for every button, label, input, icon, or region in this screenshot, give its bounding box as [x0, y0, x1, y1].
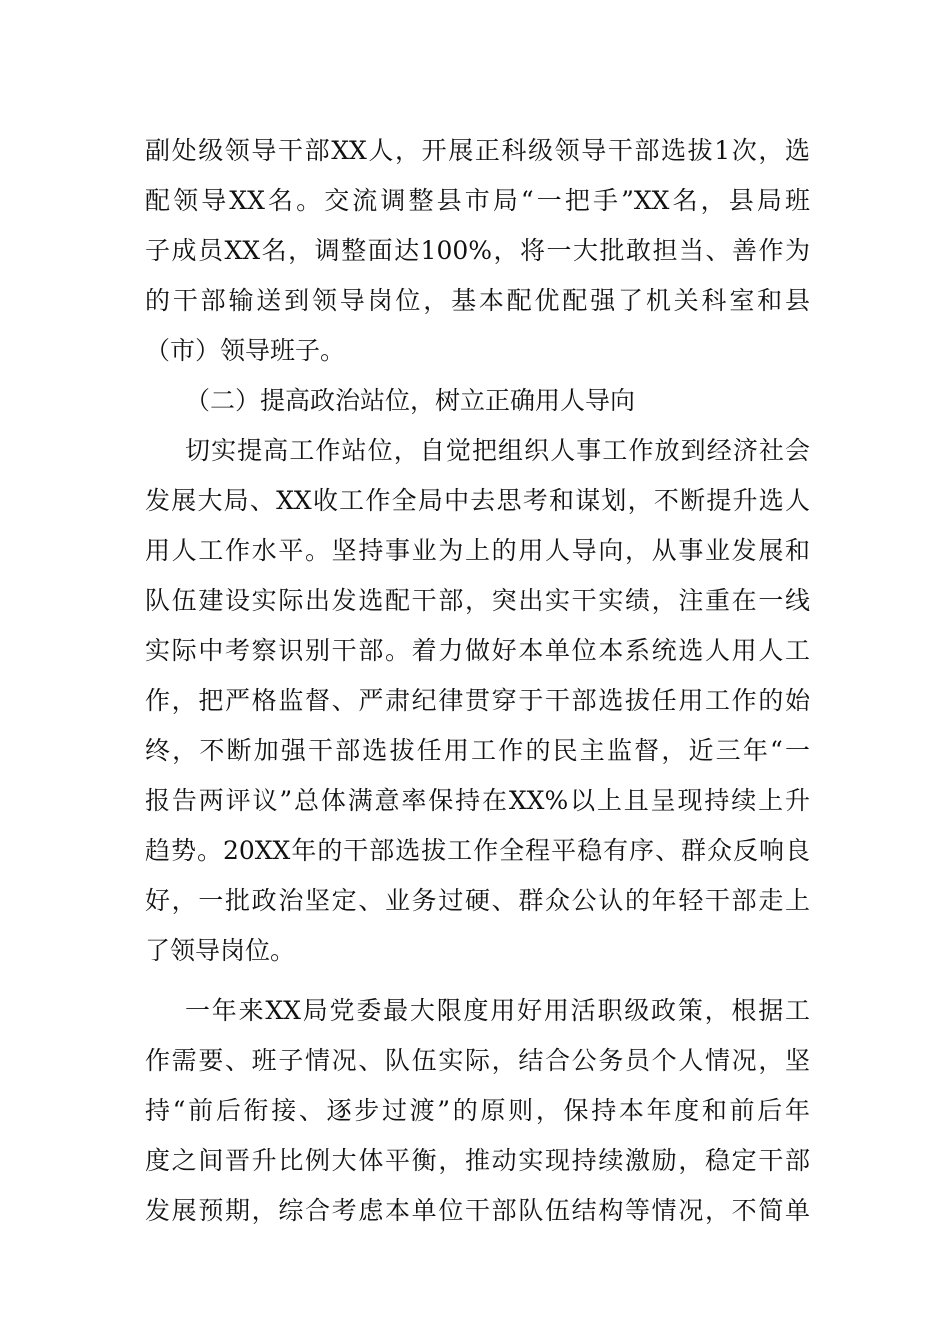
paragraph-line: 持“前后衔接、逐步过渡”的原则，保持本年度和前后年: [145, 1096, 810, 1125]
paragraph-line: 副处级领导干部XX人，开展正科级领导干部选拔1次，选: [145, 136, 810, 165]
paragraph-line: 好，一批政治坚定、业务过硬、群众公认的年轻干部走上: [145, 886, 810, 915]
paragraph-line: 发展预期，综合考虑本单位干部队伍结构等情况，不简单: [145, 1196, 810, 1225]
paragraph-line: 度之间晋升比例大体平衡，推动实现持续激励，稳定干部: [145, 1146, 810, 1175]
paragraph-line: 一年来XX局党委最大限度用好用活职级政策，根据工: [185, 996, 810, 1025]
paragraph-line: 终，不断加强干部选拔任用工作的民主监督，近三年“一: [145, 736, 810, 765]
paragraph-line: 作需要、班子情况、队伍实际，结合公务员个人情况，坚: [145, 1046, 810, 1075]
paragraph-line: （市）领导班子。: [145, 336, 346, 365]
paragraph-line: 切实提高工作站位，自觉把组织人事工作放到经济社会: [185, 436, 810, 465]
paragraph-line: 作，把严格监督、严肃纪律贯穿于干部选拔任用工作的始: [145, 686, 810, 715]
paragraph-line: 趋势。20XX年的干部选拔工作全程平稳有序、群众反响良: [145, 836, 810, 865]
paragraph-line: 配领导XX名。交流调整县市局“一把手”XX名，县局班: [145, 186, 810, 215]
paragraph-line: 队伍建设实际出发选配干部，突出实干实绩，注重在一线: [145, 586, 810, 615]
paragraph-line: 的干部输送到领导岗位，基本配优配强了机关科室和县: [145, 286, 810, 315]
paragraph-line: 发展大局、XX收工作全局中去思考和谋划，不断提升选人: [145, 486, 810, 515]
paragraph-line: 用人工作水平。坚持事业为上的用人导向，从事业发展和: [145, 536, 810, 565]
section-heading: （二）提高政治站位，树立正确用人导向: [185, 386, 636, 415]
paragraph-line: 实际中考察识别干部。着力做好本单位本系统选人用人工: [145, 636, 810, 665]
paragraph-line: 了领导岗位。: [145, 936, 296, 965]
paragraph-line: 报告两评议”总体满意率保持在XX%以上且呈现持续上升: [145, 786, 810, 815]
paragraph-line: 子成员XX名，调整面达100%，将一大批敢担当、善作为: [145, 236, 810, 265]
